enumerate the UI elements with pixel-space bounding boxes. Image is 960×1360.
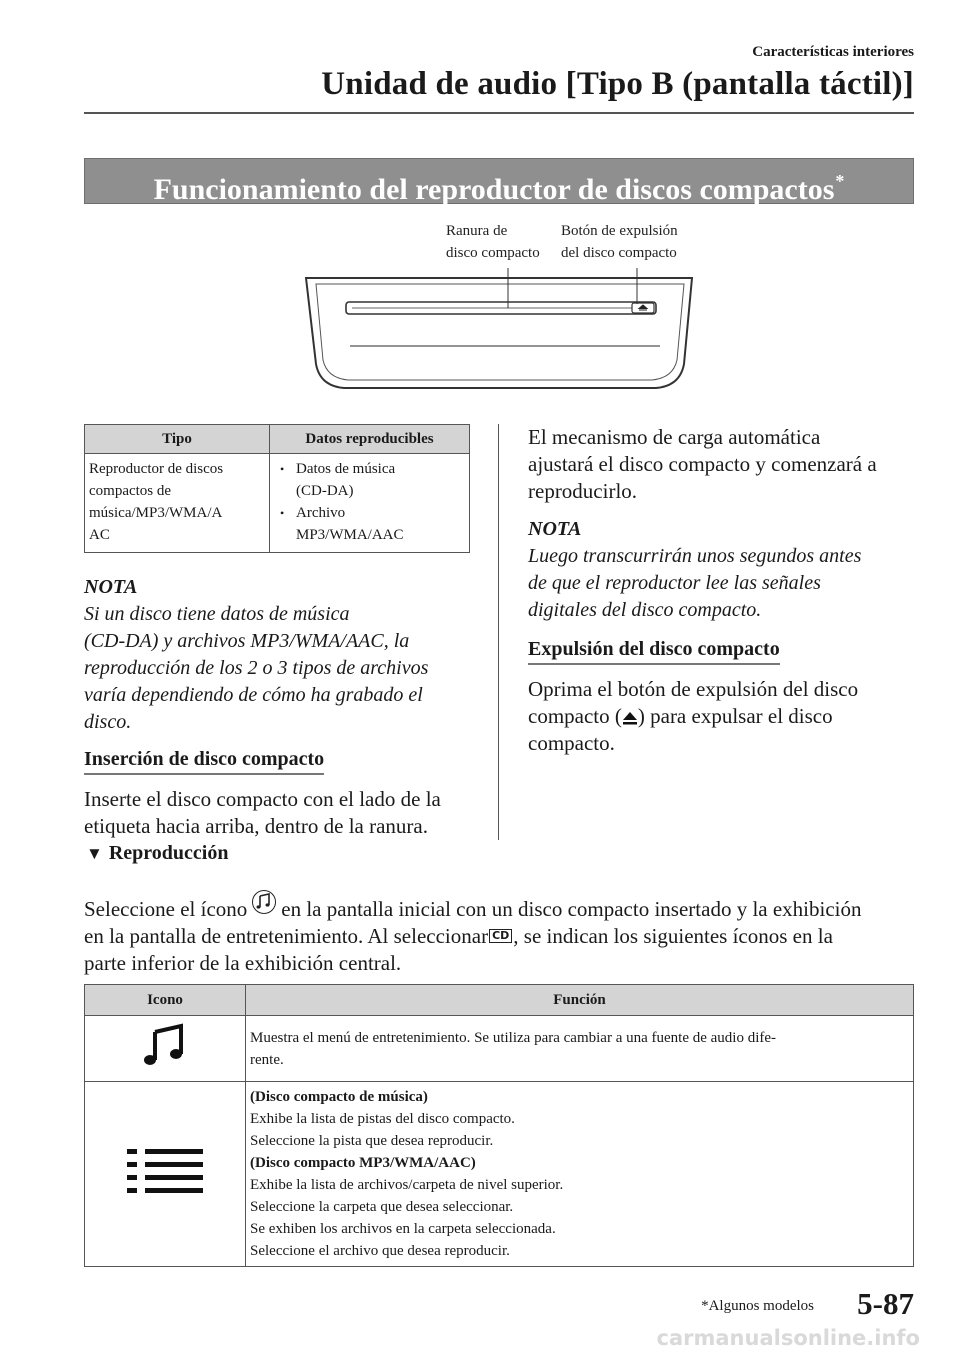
table-row bbox=[85, 454, 470, 553]
spec-data-line: (CD-DA) bbox=[296, 483, 354, 499]
nota-line: reproducción de los 2 o 3 tipos de archivos bbox=[84, 657, 429, 679]
nota-line: varía dependiendo de cómo ha grabado el bbox=[84, 684, 423, 706]
func-desc-line: Seleccione el archivo que desea reproducir. bbox=[250, 1243, 510, 1259]
insert-heading: Inserción de disco compacto bbox=[84, 748, 324, 775]
autoload-line: reproducirlo. bbox=[528, 479, 638, 503]
left-nota bbox=[84, 574, 428, 736]
nota-line: Si un disco tiene datos de música bbox=[84, 603, 350, 625]
page-title: Unidad de audio [Tipo B (pantalla táctil)] bbox=[321, 66, 914, 102]
func-desc-cell bbox=[246, 1016, 914, 1082]
music-note-icon bbox=[141, 1022, 189, 1068]
nota-line: digitales del disco compacto. bbox=[528, 599, 762, 621]
func-header-icono: Icono bbox=[85, 985, 246, 1016]
watermark: carmanualsonline.info bbox=[656, 1326, 920, 1350]
autoload-paragraph bbox=[528, 424, 877, 505]
func-desc-line: rente. bbox=[250, 1051, 284, 1068]
banner-title: Funcionamiento del reproductor de discos compactos bbox=[153, 173, 835, 206]
spec-tipo-line: compactos de bbox=[89, 483, 172, 499]
insert-paragraph bbox=[84, 786, 441, 840]
autoload-line: El mecanismo de carga automática bbox=[528, 425, 821, 449]
function-table bbox=[84, 984, 914, 1267]
callout-slot bbox=[446, 220, 540, 264]
nota-line: (CD-DA) y archivos MP3/WMA/AAC, la bbox=[84, 630, 410, 652]
eject-line bbox=[528, 703, 858, 730]
func-desc-line: Seleccione la pista que desea reproducir. bbox=[250, 1133, 494, 1149]
table-row bbox=[85, 1016, 914, 1082]
nota-line: disco. bbox=[84, 711, 132, 733]
function-table-header bbox=[85, 985, 914, 1016]
spec-header-tipo: Tipo bbox=[85, 425, 270, 454]
playback-paragraph bbox=[84, 890, 924, 977]
eject-line-part: compacto ( bbox=[528, 704, 622, 728]
func-desc-line: Exhibe la lista de archivos/carpeta de nivel superior. bbox=[250, 1177, 564, 1193]
insert-line: Inserte el disco compacto con el lado de la bbox=[84, 787, 441, 811]
list-icon bbox=[125, 1147, 205, 1195]
spec-cell-datos bbox=[270, 454, 470, 553]
page-number: 5-87 bbox=[857, 1286, 914, 1321]
func-desc-line: Seleccione la carpeta que desea seleccionar. bbox=[250, 1199, 514, 1215]
eject-line: compacto. bbox=[528, 731, 615, 755]
triangle-marker-icon: ▼ bbox=[86, 844, 103, 863]
func-icon-cell bbox=[85, 1016, 246, 1082]
playback-line bbox=[84, 923, 924, 950]
spec-table-header bbox=[85, 425, 470, 454]
section-banner bbox=[84, 158, 914, 204]
func-desc-line: (Disco compacto de música) bbox=[250, 1089, 428, 1105]
banner-asterisk: * bbox=[835, 171, 845, 191]
func-desc-line: Se exhiben los archivos en la carpeta seleccionada. bbox=[250, 1221, 556, 1237]
section-title: Características interiores bbox=[752, 44, 914, 60]
eject-paragraph bbox=[528, 676, 858, 757]
nota-label: NOTA bbox=[84, 576, 138, 598]
spec-data-list bbox=[274, 458, 465, 546]
eject-line: Oprima el botón de expulsión del disco bbox=[528, 677, 859, 701]
cd-source-icon: CD bbox=[489, 929, 512, 943]
playback-line-part: Seleccione el ícono bbox=[84, 897, 248, 921]
insert-line: etiqueta hacia arriba, dentro de la ranura. bbox=[84, 814, 428, 838]
playback-heading bbox=[86, 842, 228, 865]
func-desc-line: Muestra el menú de entretenimiento. Se utiliza para cambiar a una fuente de audio dife- bbox=[250, 1029, 777, 1046]
spec-data-line: • Archivo bbox=[296, 505, 346, 521]
spec-cell-tipo bbox=[85, 454, 270, 553]
spec-tipo-line: AC bbox=[89, 527, 110, 543]
playback-line: parte inferior de la exhibición central. bbox=[84, 951, 402, 975]
eject-heading: Expulsión del disco compacto bbox=[528, 638, 780, 665]
playback-line-part: en la pantalla inicial con un disco compacto insertado y la exhibición bbox=[281, 897, 862, 921]
cd-player-illustration bbox=[300, 268, 700, 398]
eject-line-part: ) para expulsar el disco bbox=[637, 704, 833, 728]
spec-data-line: MP3/WMA/AAC bbox=[296, 527, 404, 543]
nota-line: de que el reproductor lee las señales bbox=[528, 572, 821, 594]
spec-header-datos: Datos reproducibles bbox=[270, 425, 470, 454]
func-desc-line: (Disco compacto MP3/WMA/AAC) bbox=[250, 1155, 476, 1171]
playback-line-part: , se indican los siguientes íconos en la bbox=[513, 924, 833, 948]
table-row bbox=[85, 1082, 914, 1267]
callout-slot-line2: disco compacto bbox=[446, 245, 540, 261]
callout-slot-line1: Ranura de bbox=[446, 223, 508, 239]
nota-line: Luego transcurrirán unos segundos antes bbox=[528, 545, 862, 567]
playback-heading-text: Reproducción bbox=[108, 842, 229, 864]
func-icon-cell bbox=[85, 1082, 246, 1267]
autoload-line: ajustará el disco compacto y comenzará a bbox=[528, 452, 877, 476]
callout-eject-line1: Botón de expulsión bbox=[561, 223, 678, 239]
callout-eject bbox=[561, 220, 678, 264]
music-note-icon bbox=[251, 890, 277, 914]
spec-tipo-line: música/MP3/WMA/A bbox=[89, 505, 223, 521]
right-nota bbox=[528, 516, 861, 624]
func-desc-line: Exhibe la lista de pistas del disco compacto. bbox=[250, 1111, 515, 1127]
list-item bbox=[274, 502, 465, 546]
playback-line bbox=[84, 890, 924, 923]
func-header-funcion: Función bbox=[246, 985, 914, 1016]
func-desc-cell bbox=[246, 1082, 914, 1267]
eject-icon bbox=[622, 710, 638, 726]
nota-label: NOTA bbox=[528, 518, 582, 540]
spec-table bbox=[84, 424, 470, 553]
column-divider bbox=[498, 424, 499, 840]
list-item bbox=[274, 458, 465, 502]
header-divider bbox=[84, 112, 914, 114]
spec-tipo-line: Reproductor de discos bbox=[89, 461, 224, 477]
spec-data-line: • Datos de música bbox=[296, 461, 396, 477]
playback-line-part: en la pantalla de entretenimiento. Al seleccionar bbox=[84, 924, 489, 948]
footnote: *Algunos modelos bbox=[701, 1298, 814, 1314]
callout-eject-line2: del disco compacto bbox=[561, 245, 677, 261]
